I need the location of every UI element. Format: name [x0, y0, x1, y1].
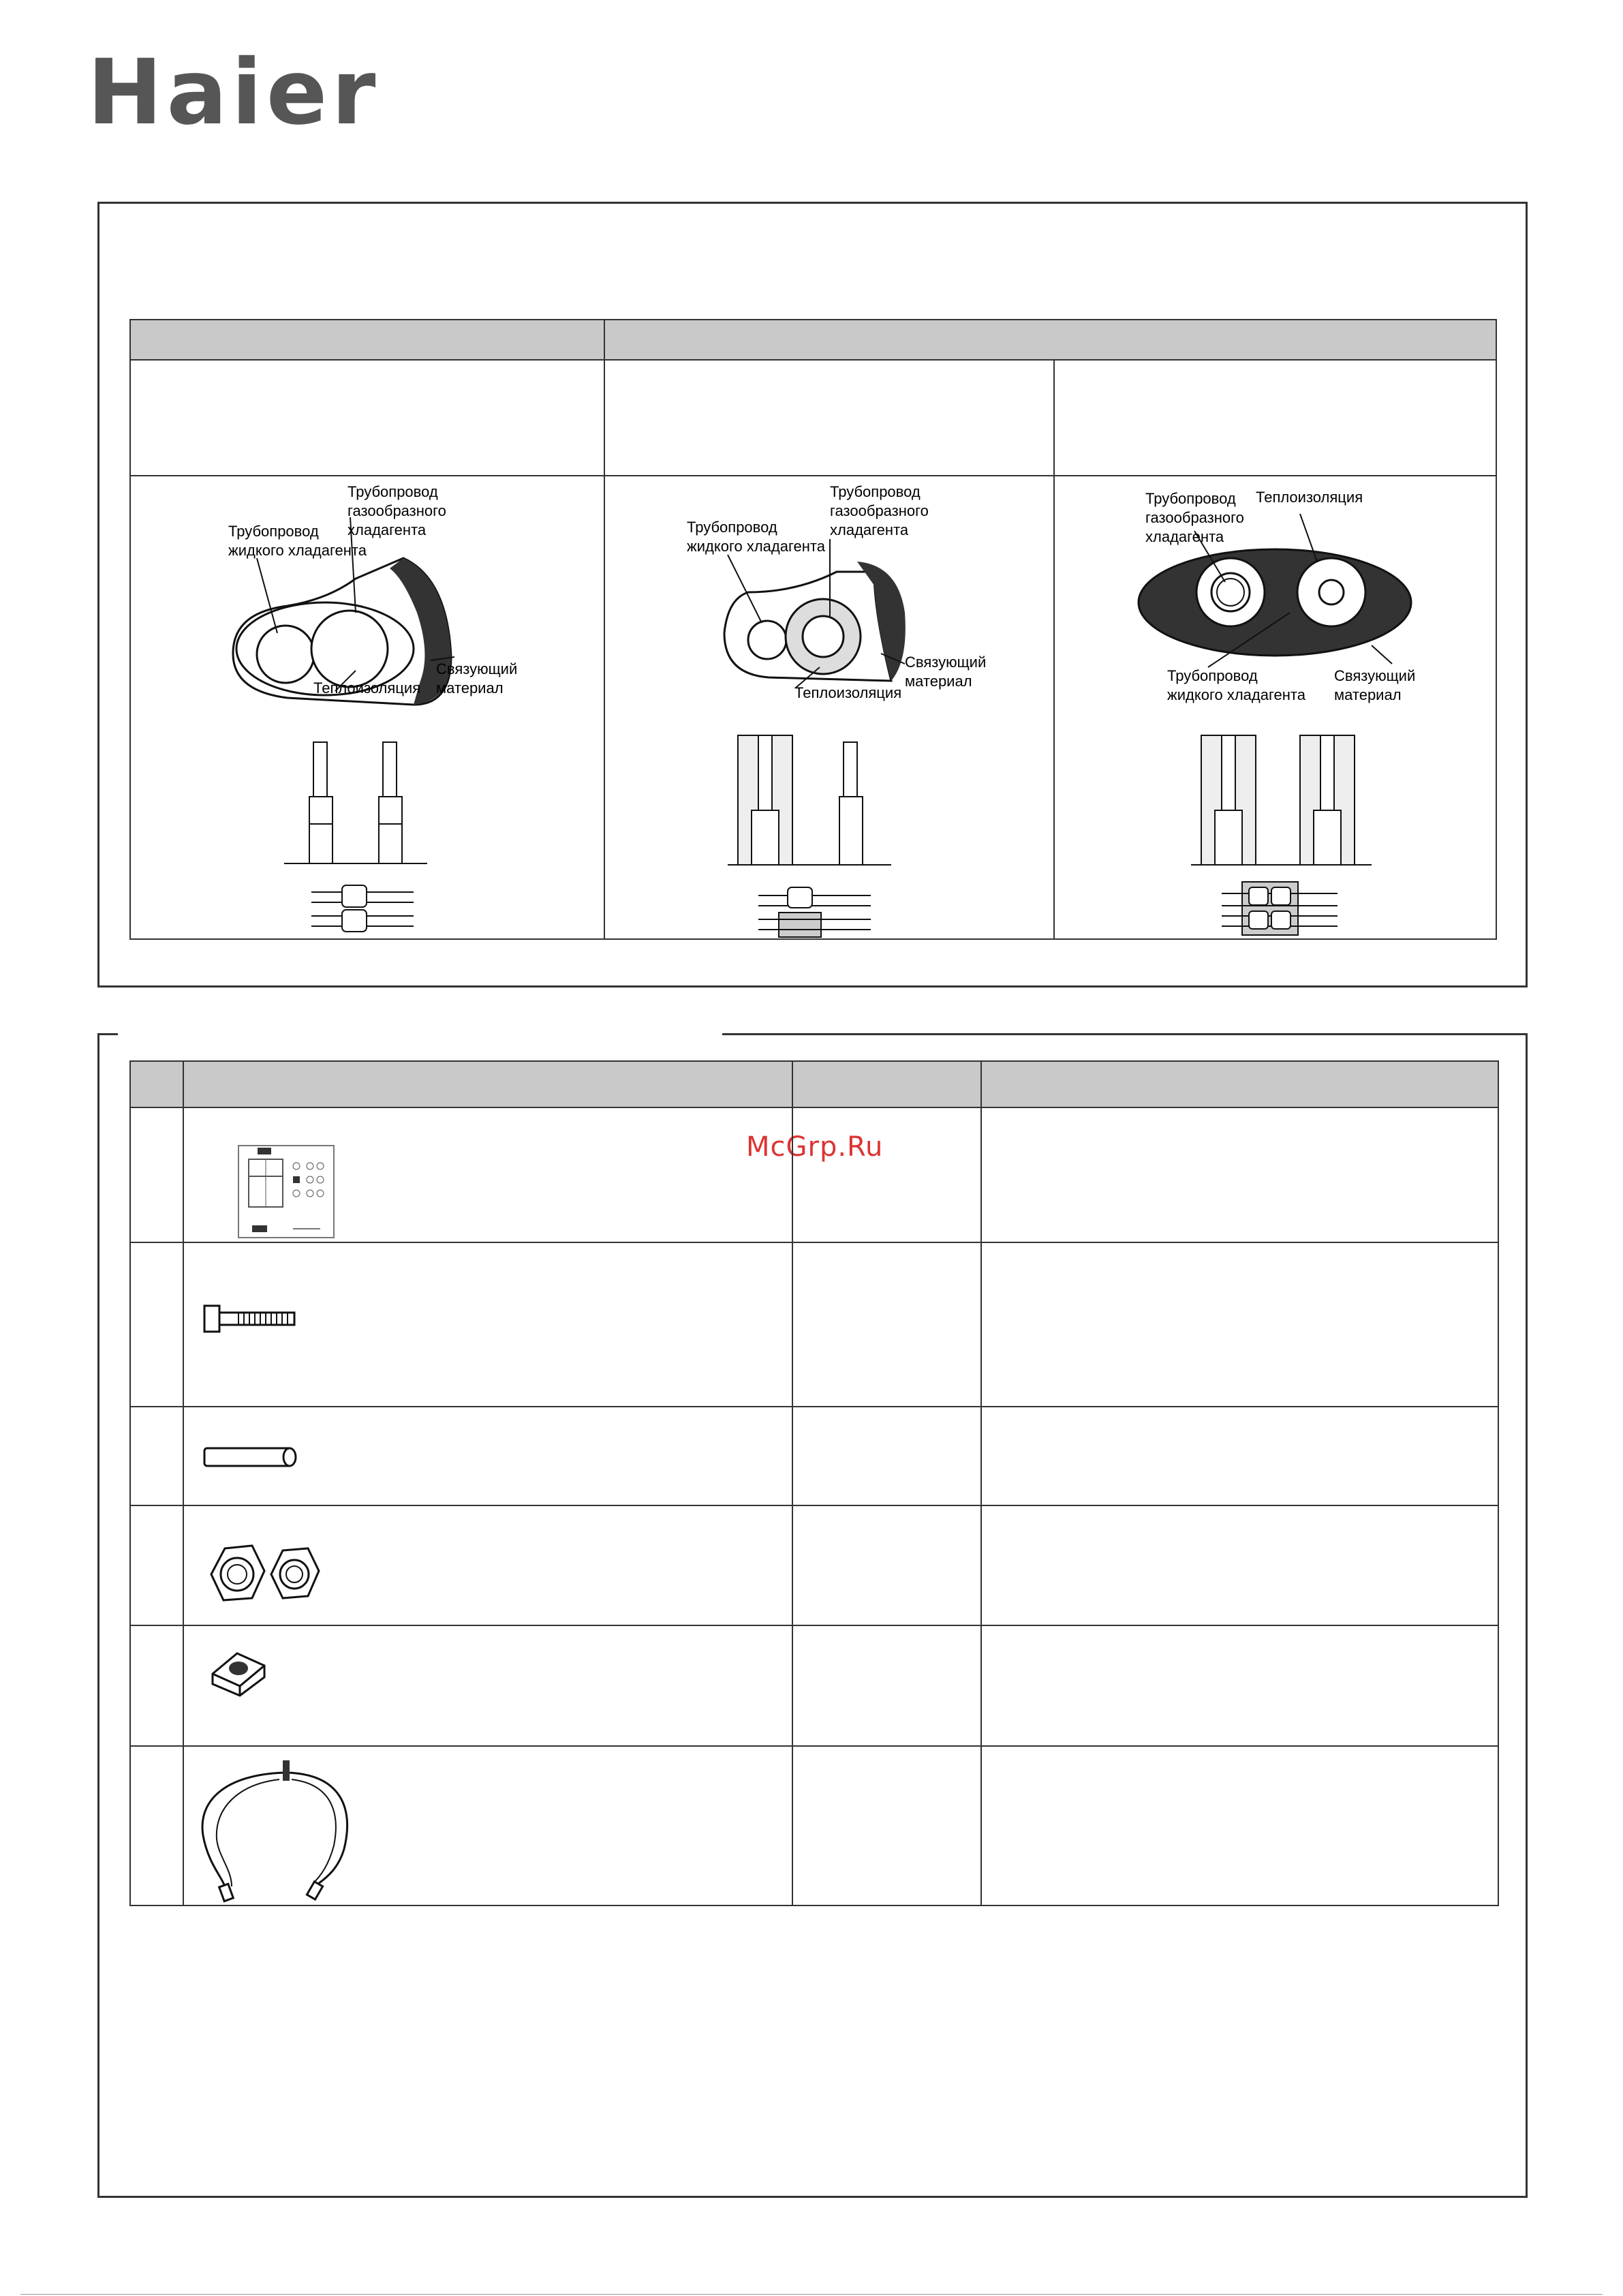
svg-text:Связующий: [436, 660, 517, 677]
liquid-pipe-label: жидкого хладагента: [1167, 686, 1305, 703]
section-rule: [97, 1033, 118, 1035]
row-number: [130, 1107, 183, 1242]
binder-label: Связующий: [905, 654, 987, 671]
row-number: [130, 1407, 183, 1505]
clamp-icon: [184, 1626, 388, 1745]
row-number: [130, 1625, 183, 1746]
gas-pipe-label: Трубопровод: [1145, 490, 1236, 507]
gas-pipe-label: хладагента: [1145, 528, 1224, 545]
flare-nut-icon: [184, 1506, 388, 1625]
gas-pipe-label: хладагента: [347, 521, 427, 538]
note-cell: [981, 1625, 1498, 1746]
svg-text:Трубопровод: [347, 483, 438, 500]
binder-label: Связующий: [1334, 667, 1416, 684]
svg-text:Трубопровод: [830, 483, 921, 500]
note-cell: [981, 1407, 1498, 1505]
row-number: [130, 1505, 183, 1625]
liquid-pipe-label: жидкого хладагента: [228, 542, 367, 559]
svg-text:Трубопровод: [228, 523, 319, 540]
table-row: [130, 1505, 1498, 1625]
bolt-icon: [184, 1243, 388, 1406]
item-cell: [183, 1107, 792, 1242]
insulation-label: Теплоизоляция: [313, 679, 421, 697]
binder-label: материал: [905, 673, 972, 690]
column-header-qty: [792, 1061, 981, 1107]
row-number: [130, 1746, 183, 1905]
gas-pipe-label: хладагента: [830, 521, 909, 538]
item-cell: [183, 1505, 792, 1625]
svg-text:газообразного: [1145, 509, 1244, 526]
insulation-header-right: [604, 320, 1496, 360]
svg-text:жидкого хладагента: [228, 542, 367, 559]
accessories-table: [129, 1060, 1499, 1906]
gas-pipe-label: газообразного: [830, 502, 929, 519]
table-row: [130, 1242, 1498, 1407]
gas-pipe-label: газообразного: [1145, 509, 1244, 526]
svg-text:жидкого хладагента: [687, 538, 826, 555]
insulation-figure-2-cell: [604, 476, 1054, 939]
binder-label: материал: [436, 679, 504, 697]
svg-text:Теплоизоляция: [1256, 489, 1363, 506]
liquid-pipe-label: Трубопровод: [687, 519, 777, 536]
insulation-subheader-2: [604, 360, 1054, 476]
column-header-item: [183, 1061, 792, 1107]
svg-text:материал: [436, 679, 504, 697]
pipe-fittings-drawing: [1191, 735, 1372, 935]
insulation-table: [129, 319, 1497, 940]
svg-text:хладагента: [830, 521, 909, 538]
svg-text:Теплоизоляция: [313, 679, 420, 697]
insulation-header-left: [130, 320, 604, 360]
liquid-pipe-label: жидкого хладагента: [687, 538, 825, 555]
table-row: [130, 1625, 1498, 1746]
qty-cell: [792, 1407, 981, 1505]
pipe-fittings-drawing: [284, 742, 427, 932]
item-cell: [183, 1746, 792, 1905]
table-row: [130, 1746, 1498, 1905]
insulation-label: Теплоизоляция: [1256, 489, 1363, 506]
note-cell: [981, 1107, 1498, 1242]
svg-text:хладагента: [347, 521, 427, 538]
svg-text:Трубопровод: [687, 519, 777, 536]
svg-text:хладагента: [1145, 528, 1224, 545]
liquid-pipe-label: Трубопровод: [228, 523, 319, 540]
qty-cell: [792, 1505, 981, 1625]
column-header-number: [130, 1061, 183, 1107]
insulation-subheader-1: [130, 360, 604, 476]
qty-cell: [792, 1107, 981, 1242]
insulation-figure-1: [131, 476, 604, 938]
watermark: McGrp.Ru: [746, 1131, 884, 1163]
note-cell: [981, 1505, 1498, 1625]
table-row: [130, 1107, 1498, 1242]
note-cell: [981, 1242, 1498, 1407]
svg-text:материал: [1334, 686, 1402, 703]
svg-text:Связующий: [905, 654, 986, 671]
page-bottom-rule: [20, 2294, 1603, 2295]
insulation-figure-3-cell: [1054, 476, 1496, 939]
binder-label: Связующий: [436, 660, 518, 677]
haier-logo: Haier: [87, 40, 380, 145]
column-header-note: [981, 1061, 1498, 1107]
wired-remote-controller-icon: [184, 1108, 388, 1242]
gas-pipe-label: Трубопровод: [347, 483, 438, 500]
gas-pipe-label: Трубопровод: [830, 483, 921, 500]
insulation-figure-2: [605, 476, 1053, 938]
row-number: [130, 1242, 183, 1407]
svg-text:Трубопровод: [1167, 667, 1258, 684]
note-cell: [981, 1746, 1498, 1905]
insulation-figure-1-cell: [130, 476, 604, 939]
section-rule: [722, 1033, 1528, 1035]
qty-cell: [792, 1625, 981, 1746]
svg-text:жидкого хладагента: [1167, 686, 1306, 703]
liquid-pipe-label: Трубопровод: [1167, 667, 1258, 684]
tube-icon: [184, 1407, 388, 1505]
insulation-label: Теплоизоляция: [794, 684, 902, 701]
qty-cell: [792, 1242, 981, 1407]
insulation-figure-3: [1055, 476, 1496, 938]
binder-label: материал: [1334, 686, 1402, 703]
qty-cell: [792, 1746, 981, 1905]
item-cell: [183, 1407, 792, 1505]
svg-text:газообразного: [347, 502, 446, 519]
svg-text:Трубопровод: [1145, 490, 1236, 507]
table-row: [130, 1407, 1498, 1505]
insulation-subheader-3: [1054, 360, 1496, 476]
gas-pipe-label: газообразного: [347, 502, 446, 519]
svg-text:Связующий: [1334, 667, 1415, 684]
svg-text:материал: [905, 673, 972, 690]
signal-cable-icon: [184, 1747, 388, 1905]
pipe-fittings-drawing: [728, 735, 891, 937]
svg-text:Теплоизоляция: [794, 684, 901, 701]
item-cell: [183, 1625, 792, 1746]
svg-text:газообразного: [830, 502, 929, 519]
item-cell: [183, 1242, 792, 1407]
